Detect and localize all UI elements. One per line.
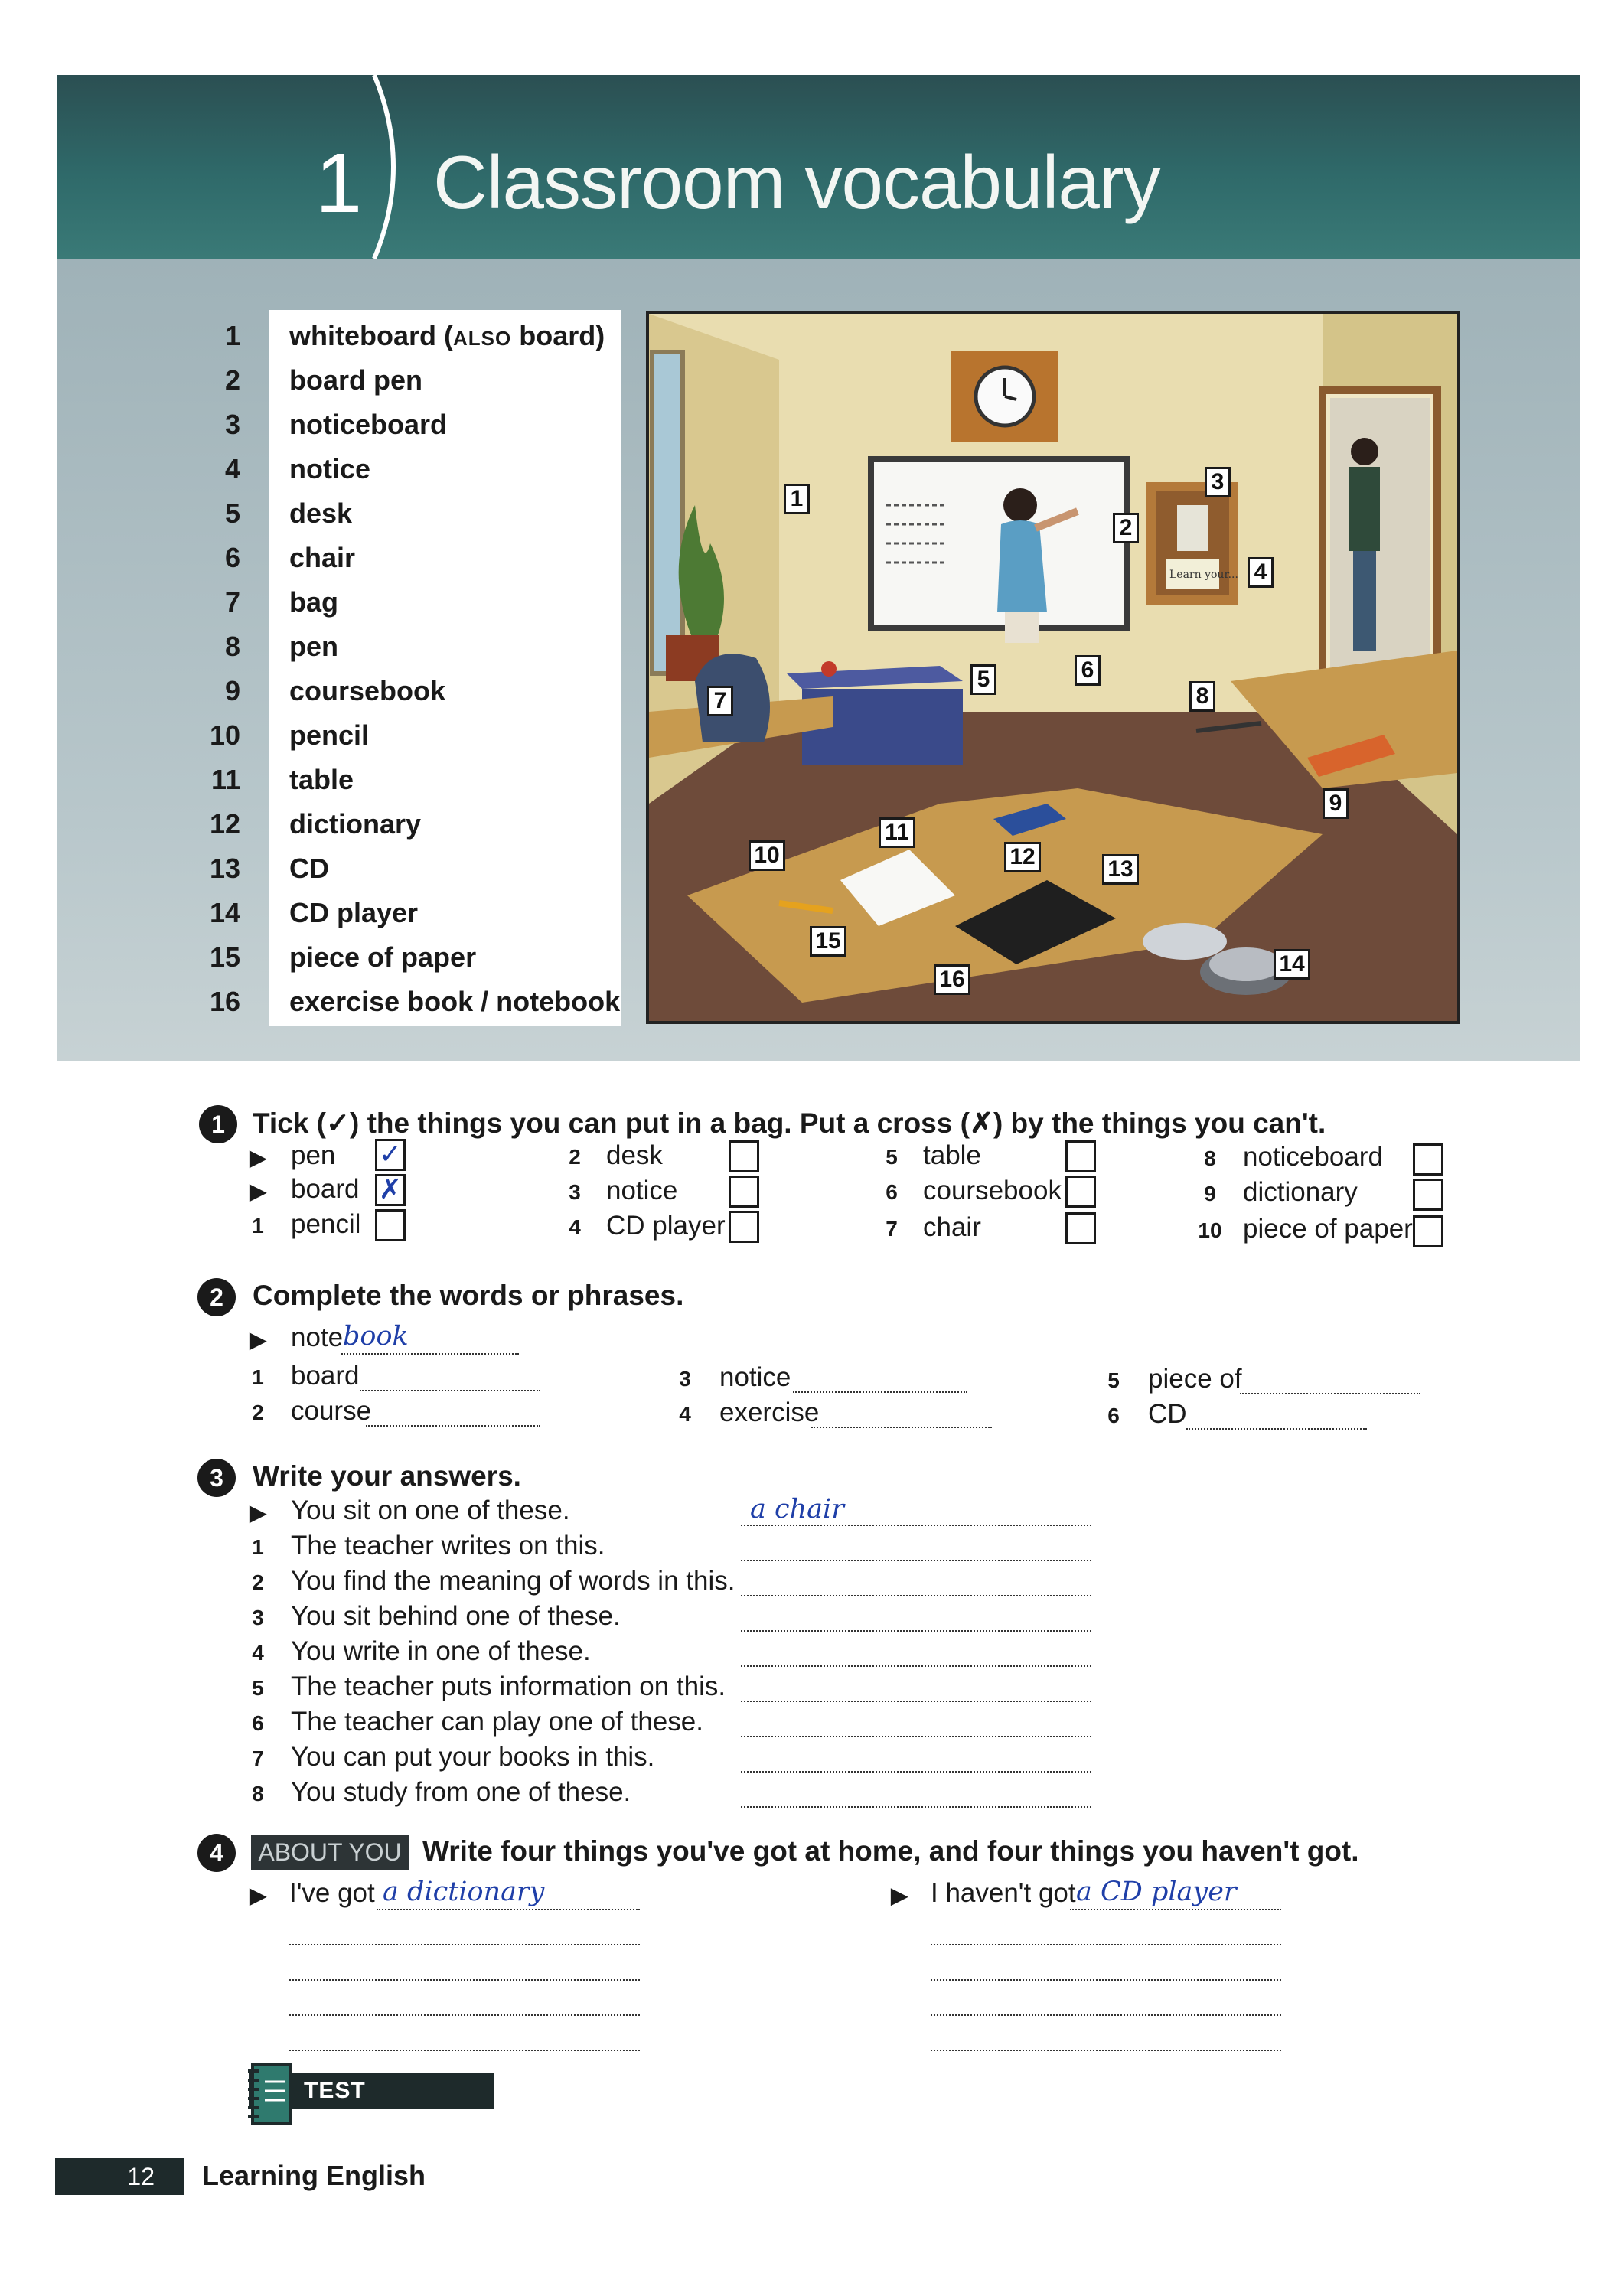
answer-line[interactable] xyxy=(811,1427,992,1428)
illustration-label: 16 xyxy=(934,964,970,995)
illustration-label: 7 xyxy=(707,686,733,716)
item-word: table xyxy=(923,1140,981,1170)
item-marker: ▶ xyxy=(250,1328,266,1352)
answer-line[interactable] xyxy=(931,1979,1281,1981)
vocab-number: 11 xyxy=(210,764,240,795)
vocab-word: pen xyxy=(289,631,339,662)
section-title: Learning English xyxy=(202,2160,426,2191)
item-marker: 6 xyxy=(886,1180,898,1204)
tick-box[interactable] xyxy=(729,1176,759,1208)
vocab-word: bag xyxy=(289,586,339,618)
vocab-number: 13 xyxy=(209,853,240,884)
answer-line[interactable] xyxy=(931,1944,1281,1945)
illustration-label: 13 xyxy=(1102,854,1139,885)
illustration-label: 15 xyxy=(810,926,846,957)
exercise-2-instructions: Complete the words or phrases. xyxy=(253,1280,684,1311)
tick-box[interactable] xyxy=(1413,1179,1443,1211)
vocab-number: 3 xyxy=(224,409,240,440)
answer-line[interactable] xyxy=(741,1630,1091,1632)
item-marker: 7 xyxy=(252,1746,264,1770)
illustration-label: 10 xyxy=(749,840,785,871)
item-marker: 4 xyxy=(252,1641,264,1665)
vocab-word: pencil xyxy=(289,719,370,751)
answer-line[interactable] xyxy=(366,1425,540,1427)
item-marker: 2 xyxy=(252,1401,264,1424)
question-text: You write in one of these. xyxy=(291,1636,591,1666)
tick-box[interactable]: ✗ xyxy=(375,1174,406,1206)
vocab-word: exercise book / notebook xyxy=(289,986,621,1017)
question-text: You sit behind one of these. xyxy=(291,1601,621,1631)
vocab-word: dictionary xyxy=(289,808,422,840)
item-marker: 7 xyxy=(886,1217,898,1241)
unit-title: Classroom vocabulary xyxy=(433,140,1160,224)
answer-line[interactable] xyxy=(741,1736,1091,1737)
item-word: dictionary xyxy=(1243,1177,1358,1207)
item-word: coursebook xyxy=(923,1176,1062,1205)
answer-line[interactable] xyxy=(741,1665,1091,1667)
item-marker: ▶ xyxy=(250,1146,266,1169)
word-prefix: exercise xyxy=(719,1397,820,1427)
vocab-number: 7 xyxy=(224,586,240,618)
item-marker: 10 xyxy=(1198,1218,1222,1242)
question-text: You sit on one of these. xyxy=(291,1495,570,1525)
item-word: piece of paper xyxy=(1243,1214,1413,1244)
answer-line[interactable] xyxy=(289,2014,640,2016)
item-word: chair xyxy=(923,1212,981,1242)
item-word: pen xyxy=(291,1140,336,1170)
tick-box[interactable] xyxy=(729,1140,759,1172)
tick-box[interactable] xyxy=(729,1211,759,1243)
answer-line[interactable] xyxy=(741,1771,1091,1773)
item-marker: 6 xyxy=(252,1711,264,1735)
example-answer[interactable]: book xyxy=(343,1321,409,1352)
item-marker: 8 xyxy=(1204,1146,1216,1170)
vocab-number: 12 xyxy=(209,808,240,840)
question-text: You can put your books in this. xyxy=(291,1742,655,1772)
answer-text[interactable]: a CD player xyxy=(1076,1877,1237,1907)
vocab-number: 9 xyxy=(224,675,240,706)
item-marker: 9 xyxy=(1204,1182,1216,1205)
vocab-word: CD player xyxy=(289,897,419,928)
item-marker: 3 xyxy=(252,1606,264,1629)
answer-line[interactable] xyxy=(360,1390,540,1391)
item-word: noticeboard xyxy=(1243,1142,1383,1172)
vocab-word: chair xyxy=(289,542,356,573)
question-text: The teacher writes on this. xyxy=(291,1531,605,1561)
illustration-label: 9 xyxy=(1323,788,1349,819)
illustration-label: 2 xyxy=(1113,513,1139,543)
unit-number: 1 xyxy=(315,136,363,230)
illustration-label: 8 xyxy=(1189,681,1215,712)
answer-line[interactable] xyxy=(741,1806,1091,1808)
answer-line[interactable] xyxy=(741,1595,1091,1596)
question-text: The teacher puts information on this. xyxy=(291,1671,726,1701)
answer-line[interactable] xyxy=(741,1560,1091,1561)
item-marker: 1 xyxy=(252,1365,264,1389)
example-prefix: note xyxy=(291,1322,344,1352)
item-word: notice xyxy=(606,1176,678,1205)
answer-line[interactable] xyxy=(931,2050,1281,2051)
vocab-word: whiteboard (ALSO board) xyxy=(289,320,605,351)
item-marker: ▶ xyxy=(250,1501,266,1525)
answer-text[interactable]: a chair xyxy=(750,1494,844,1525)
tick-box[interactable]: ✓ xyxy=(375,1139,406,1171)
vocab-number: 16 xyxy=(209,986,240,1017)
word-prefix: notice xyxy=(719,1362,791,1392)
about-you-badge: ABOUT YOU xyxy=(251,1835,409,1870)
answer-line[interactable] xyxy=(1240,1393,1420,1394)
classroom-illustration xyxy=(646,311,1460,1024)
illustration-label: 11 xyxy=(879,817,915,848)
answer-line[interactable] xyxy=(341,1353,519,1355)
answer-line[interactable] xyxy=(377,1909,640,1910)
vocab-number: 6 xyxy=(224,542,240,573)
item-marker: ▶ xyxy=(891,1883,908,1907)
exercise-1-instructions: Tick (✓) the things you can put in a bag. Put a cross (✗) by the things you can't. xyxy=(253,1107,1326,1139)
vocab-number: 8 xyxy=(224,631,240,662)
vocab-word: desk xyxy=(289,497,353,529)
answer-line[interactable] xyxy=(741,1525,1091,1526)
vocab-word: table xyxy=(289,764,354,795)
vocab-number: 10 xyxy=(209,719,240,751)
vocab-word: board pen xyxy=(289,364,423,396)
word-prefix: piece of xyxy=(1148,1364,1242,1394)
answer-line[interactable] xyxy=(741,1701,1091,1702)
classroom-scene xyxy=(649,314,1457,1021)
tick-box[interactable] xyxy=(1413,1143,1443,1176)
answer-text[interactable]: a dictionary xyxy=(383,1877,545,1907)
vocab-number: 14 xyxy=(209,897,240,928)
illustration-label: 6 xyxy=(1075,655,1101,686)
item-word: pencil xyxy=(291,1209,361,1239)
exercise-4-number: 4 xyxy=(197,1834,236,1872)
item-marker: 1 xyxy=(252,1535,264,1559)
answer-line[interactable] xyxy=(289,1979,640,1981)
item-marker: 3 xyxy=(679,1367,691,1391)
tick-box[interactable] xyxy=(1413,1215,1443,1247)
exercise-3-instructions: Write your answers. xyxy=(253,1460,521,1492)
exercise-2-number: 2 xyxy=(197,1278,236,1316)
vocab-number: 1 xyxy=(224,320,240,351)
item-marker: ▶ xyxy=(250,1883,266,1907)
question-text: You find the meaning of words in this. xyxy=(291,1566,735,1596)
word-prefix: course xyxy=(291,1396,372,1426)
prefix-text: I've got xyxy=(289,1878,375,1908)
answer-line[interactable] xyxy=(1186,1428,1367,1430)
item-marker: 1 xyxy=(252,1214,264,1238)
item-marker: 5 xyxy=(886,1145,898,1169)
tick-box[interactable] xyxy=(1065,1212,1096,1244)
illustration-label: 5 xyxy=(970,664,996,695)
item-marker: 5 xyxy=(1107,1368,1120,1392)
test-yourself-link[interactable]: TEST YOURSELF xyxy=(249,2073,494,2109)
notebook-icon xyxy=(246,2059,294,2126)
vocab-number: 2 xyxy=(224,364,240,396)
answer-line[interactable] xyxy=(289,2050,640,2051)
vocab-word: CD xyxy=(289,853,329,884)
item-marker: 5 xyxy=(252,1676,264,1700)
word-prefix: CD xyxy=(1148,1399,1187,1429)
vocab-word: notice xyxy=(289,453,371,484)
tick-box[interactable] xyxy=(375,1209,406,1241)
notice-text: Learn your... xyxy=(1169,569,1238,581)
question-text: The teacher can play one of these. xyxy=(291,1707,703,1737)
item-marker: 8 xyxy=(252,1782,264,1805)
exercise-3-number: 3 xyxy=(197,1459,236,1497)
answer-line[interactable] xyxy=(289,1944,640,1945)
vocab-word: noticeboard xyxy=(289,409,448,440)
word-prefix: board xyxy=(291,1361,360,1391)
vocab-number: 5 xyxy=(224,497,240,529)
answer-line[interactable] xyxy=(931,2014,1281,2016)
item-marker: 2 xyxy=(252,1570,264,1594)
exercise-4-instructions: Write four things you've got at home, and four things you haven't got. xyxy=(422,1835,1359,1867)
exercise-1-number: 1 xyxy=(199,1105,237,1143)
vocab-number: 15 xyxy=(209,941,240,973)
answer-line[interactable] xyxy=(793,1391,967,1393)
answer-line[interactable] xyxy=(1070,1909,1281,1910)
item-word: board xyxy=(291,1174,360,1204)
illustration-label: 4 xyxy=(1248,557,1274,588)
tick-box[interactable] xyxy=(1065,1176,1096,1208)
illustration-label: 1 xyxy=(784,484,810,514)
header-bracket-icon xyxy=(367,75,413,259)
page-number: 12 xyxy=(55,2158,184,2195)
unit-header xyxy=(57,75,1580,259)
item-word: CD player xyxy=(606,1211,726,1241)
vocab-word: piece of paper xyxy=(289,941,477,973)
item-marker: 4 xyxy=(679,1402,691,1426)
tick-box[interactable] xyxy=(1065,1140,1096,1172)
item-marker: 6 xyxy=(1107,1404,1120,1427)
vocab-word: coursebook xyxy=(289,675,446,706)
vocab-number: 4 xyxy=(224,453,240,484)
item-word: desk xyxy=(606,1140,663,1170)
question-text: You study from one of these. xyxy=(291,1777,631,1807)
item-marker: 2 xyxy=(569,1145,581,1169)
illustration-label: 12 xyxy=(1004,842,1041,872)
prefix-text: I haven't got xyxy=(931,1878,1076,1908)
illustration-label: 3 xyxy=(1205,467,1231,497)
illustration-label: 14 xyxy=(1274,949,1310,980)
item-marker: ▶ xyxy=(250,1179,266,1203)
item-marker: 3 xyxy=(569,1180,581,1204)
item-marker: 4 xyxy=(569,1215,581,1239)
